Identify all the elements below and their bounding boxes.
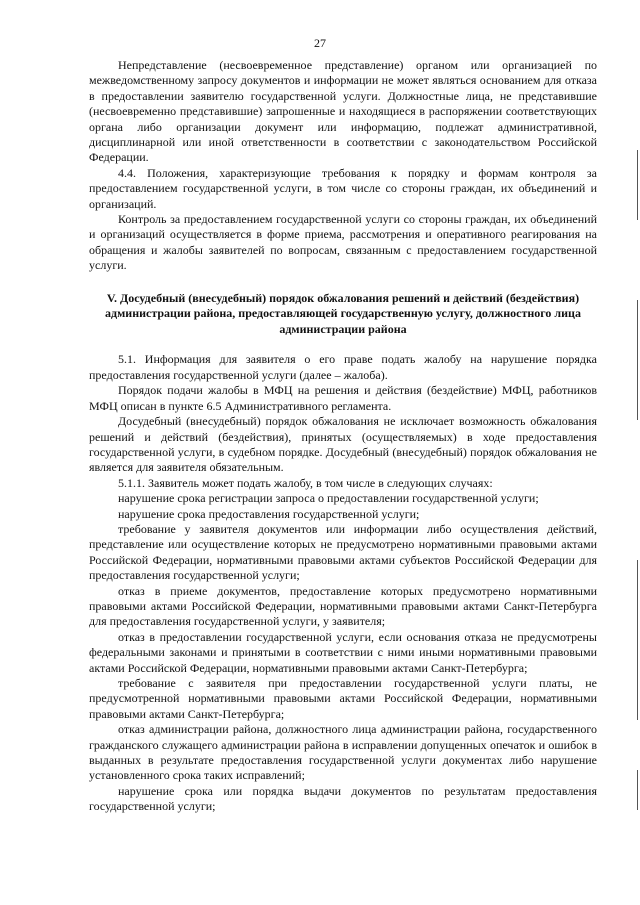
list-item: требование у заявителя документов или информации либо осуществления действий, представление или осуществление которых не предусмотрено нормативными правовыми актами Российской Федерации, нормативными правовыми актами субъектов Российской Федерации для предоставления государственной услуги; xyxy=(89,521,597,583)
paragraph: Порядок подачи жалобы в МФЦ на решения и действия (бездействие) МФЦ, работников МФЦ описан в пункте 6.5 Административного регламента. xyxy=(89,383,597,413)
list-item: нарушение срока регистрации запроса о предоставлении государственной услуги; xyxy=(118,491,539,506)
paragraph: 4.4. Положения, характеризующие требования к порядку и формам контроля за предоставлением государственной услуги, в том числе со стороны граждан, их объединений и организаций. xyxy=(89,165,597,211)
list-item: требование с заявителя при предоставлении государственной услуги платы, не предусмотренной нормативными правовыми актами Российской Федерации, нормативными правовыми актами Санкт-Петербурга; xyxy=(89,676,597,721)
scan-edge-mark xyxy=(637,770,638,810)
paragraph: Контроль за предоставлением государственной услуги со стороны граждан, их объединений и организаций осуществляется в форме приема, рассмотрения и оперативного реагирования на обращения и жалобы заявителей по вопросам, связанным с предоставлением государственной услуги. xyxy=(89,212,597,273)
page-number: 27 xyxy=(314,36,326,50)
scan-edge-mark xyxy=(637,150,638,220)
scan-edge-mark xyxy=(637,300,638,420)
list-item: отказ администрации района, должностного лица администрации района, государственного гражданского служащего администрации района в исправлении допущенных опечаток и ошибок в выданных в результате предоставления государственной услуги документах либо нарушение установленного срока таких исправлений; xyxy=(89,722,597,783)
section-heading: V. Досудебный (внесудебный) порядок обжалования решений и действий (бездействия) администрации района, предоставляющей государственную услугу, должностного лица администрации района xyxy=(105,290,581,336)
paragraph: Непредставление (несвоевременное представление) органом или организацией по межведомственному запросу документов и информации не может являться основанием для отказа в предоставлении заявителю государственной услуги. Должностные лица, не представившие (несвоевременно представившие) запрошенные и находящиеся в распоряжении соответствующих органа либо организации документ или информацию, подлежат административной, дисциплинарной или иной ответственности в соответствии с законодательством Российской Федерации. xyxy=(89,58,597,165)
paragraph: 5.1. Информация для заявителя о его праве подать жалобу на нарушение порядка предоставления государственной услуги (далее – жалоба). xyxy=(89,352,597,382)
list-item: нарушение срока предоставления государственной услуги; xyxy=(118,506,420,521)
list-item: нарушение срока или порядка выдачи документов по результатам предоставления государственной услуги; xyxy=(89,783,597,814)
document-body xyxy=(89,58,597,815)
list-item: отказ в приеме документов, предоставление которых предусмотрено нормативными правовыми актами Российской Федерации, нормативными правовыми актами Санкт-Петербурга для предоставления государственной услуги, у заявителя; xyxy=(89,583,597,629)
paragraph: 5.1.1. Заявитель может подать жалобу, в том числе в следующих случаях: xyxy=(118,475,493,490)
paragraph: Досудебный (внесудебный) порядок обжалования не исключает возможность обжалования решений и действий (бездействия), принятых (осуществляемых) в ходе предоставления государственной услуги, в судебном порядке. Досудебный (внесудебный) порядок обжалования не является для заявителя обязательным. xyxy=(89,414,597,475)
scan-edge-mark xyxy=(637,560,638,720)
list-item: отказ в предоставлении государственной услуги, если основания отказа не предусмотрены федеральными законами и принятыми в соответствии с ними иными нормативными правовыми актами Российской Федерации, нормативными правовыми актами Санкт-Петербурга; xyxy=(89,629,597,675)
